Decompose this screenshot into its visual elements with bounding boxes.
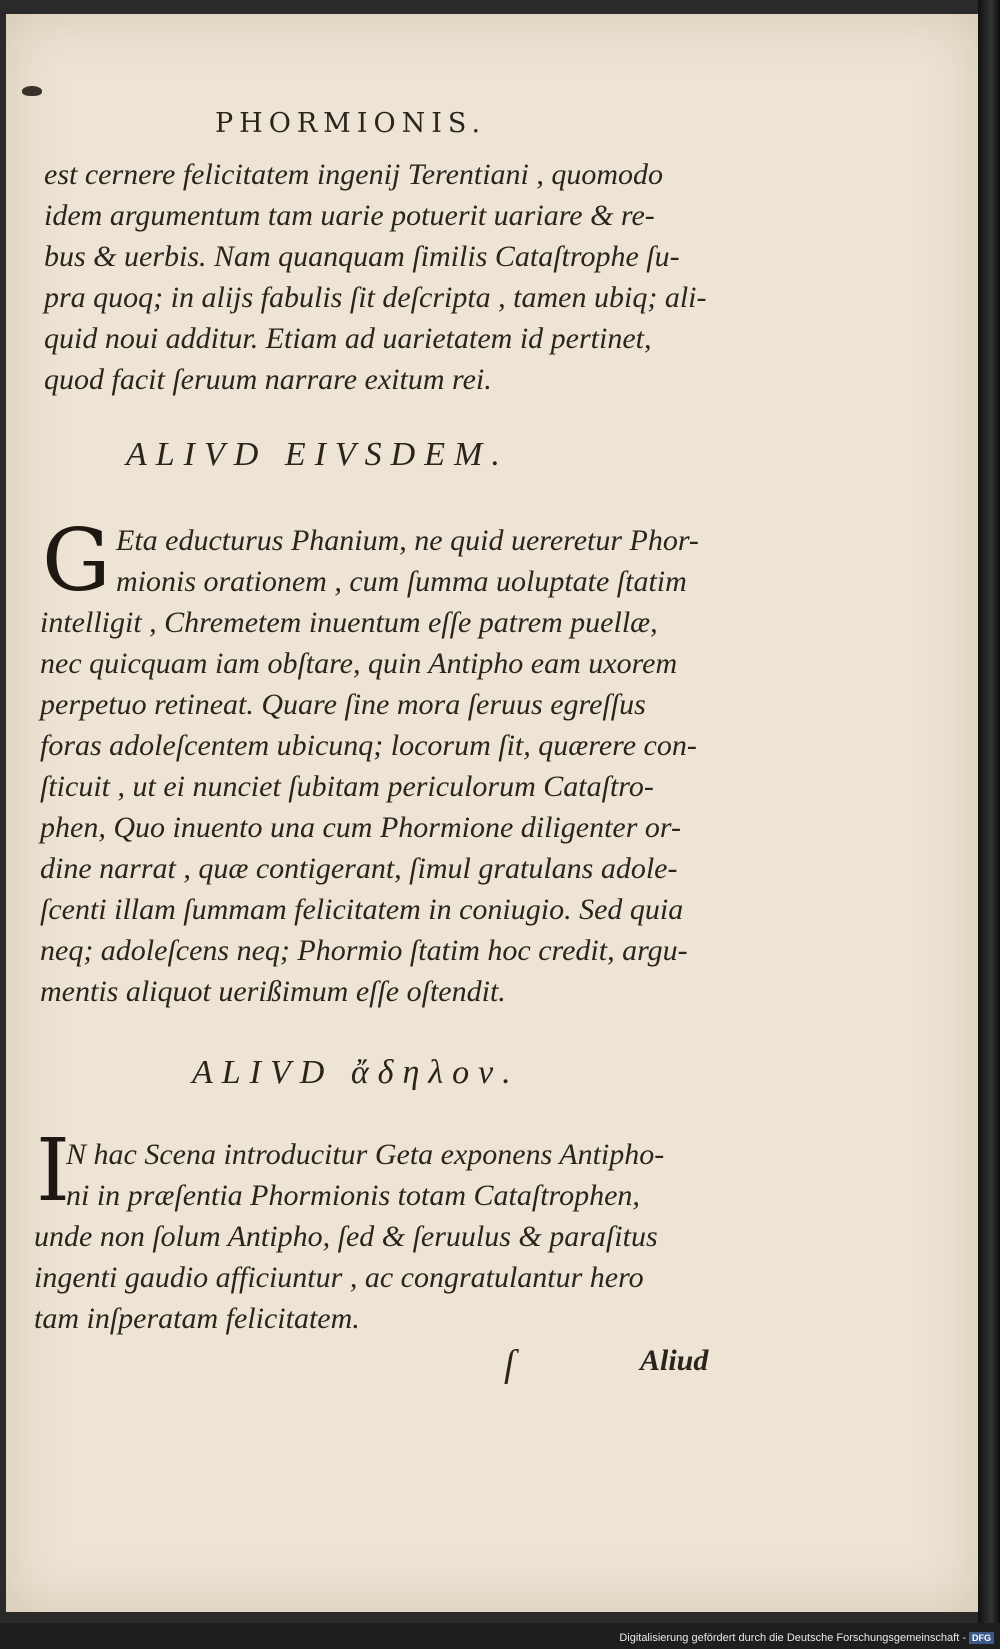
text-line: unde non ſolum Antipho, ſed & ſeruulus & paraſitus: [34, 1220, 658, 1253]
catchword: Aliud: [640, 1344, 709, 1377]
text-line: ni in præſentia Phormionis totam Cataſtrophen,: [66, 1179, 640, 1212]
text-line: dine narrat , quæ contigerant, ſimul gratulans adole-: [40, 852, 678, 885]
text-line: ingenti gaudio afficiuntur , ac congratulantur hero: [34, 1261, 644, 1294]
text-line: quod facit ſeruum narrare exitum rei.: [44, 363, 492, 396]
text-line: phen, Quo inuento una cum Phormione diligenter or-: [40, 811, 681, 844]
text-line: ſcenti illam ſummam felicitatem in coniugio. Sed quia: [40, 893, 684, 926]
text-line: intelligit , Chremetem inuentum eſſe patrem puellæ,: [40, 606, 658, 639]
text-line: neq; adoleſcens neq; Phormio ſtatim hoc credit, argu-: [40, 934, 688, 967]
ink-mark: [22, 86, 42, 96]
text-line: N hac Scena introducitur Geta exponens Antipho-: [66, 1138, 665, 1171]
text-line: nec quicquam iam obſtare, quin Antipho eam uxorem: [40, 647, 678, 680]
text-line: quid noui additur. Etiam ad uarietatem id pertinet,: [44, 322, 652, 355]
signature-mark: ſ: [504, 1343, 515, 1385]
running-header: PHORMIONIS.: [215, 108, 487, 139]
text-line: est cernere felicitatem ingenij Terentiani , quomodo: [44, 158, 664, 191]
drop-capital: I: [36, 1121, 70, 1221]
text-line: Eta educturus Phanium, ne quid uereretur Phor-: [116, 524, 699, 557]
text-line: bus & uerbis. Nam quanquam ſimilis Cataſtrophe ſu-: [44, 240, 680, 273]
footer-credit-text: Digitalisierung gefördert durch die Deutsche Forschungsgemeinschaft -: [619, 1631, 966, 1644]
text-line: ſticuit , ut ei nunciet ſubitam periculorum Cataſtro-: [40, 770, 654, 803]
section-heading: ALIVD ἄδηλον.: [192, 1054, 520, 1091]
footer-credit: [619, 1632, 994, 1644]
text-line: pra quoq; in alijs fabulis ſit deſcripta , tamen ubiq; ali-: [44, 281, 707, 314]
text-line: mentis aliquot uerißimum eſſe oſtendit.: [40, 975, 506, 1008]
text-line: idem argumentum tam uarie potuerit uariare & re-: [44, 199, 655, 232]
drop-capital: G: [42, 511, 111, 611]
book-spine-shadow: [978, 0, 1000, 1649]
section-heading: ALIVD EIVSDEM.: [126, 436, 509, 473]
dfg-logo: DFG: [969, 1632, 994, 1644]
text-line: tam inſperatam felicitatem.: [34, 1302, 360, 1335]
text-line: foras adoleſcentem ubicunq; locorum ſit, quærere con-: [40, 729, 697, 762]
text-line: mionis orationem , cum ſumma uoluptate ſtatim: [116, 565, 687, 598]
text-line: perpetuo retineat. Quare ſine mora ſeruus egreſſus: [40, 688, 646, 721]
